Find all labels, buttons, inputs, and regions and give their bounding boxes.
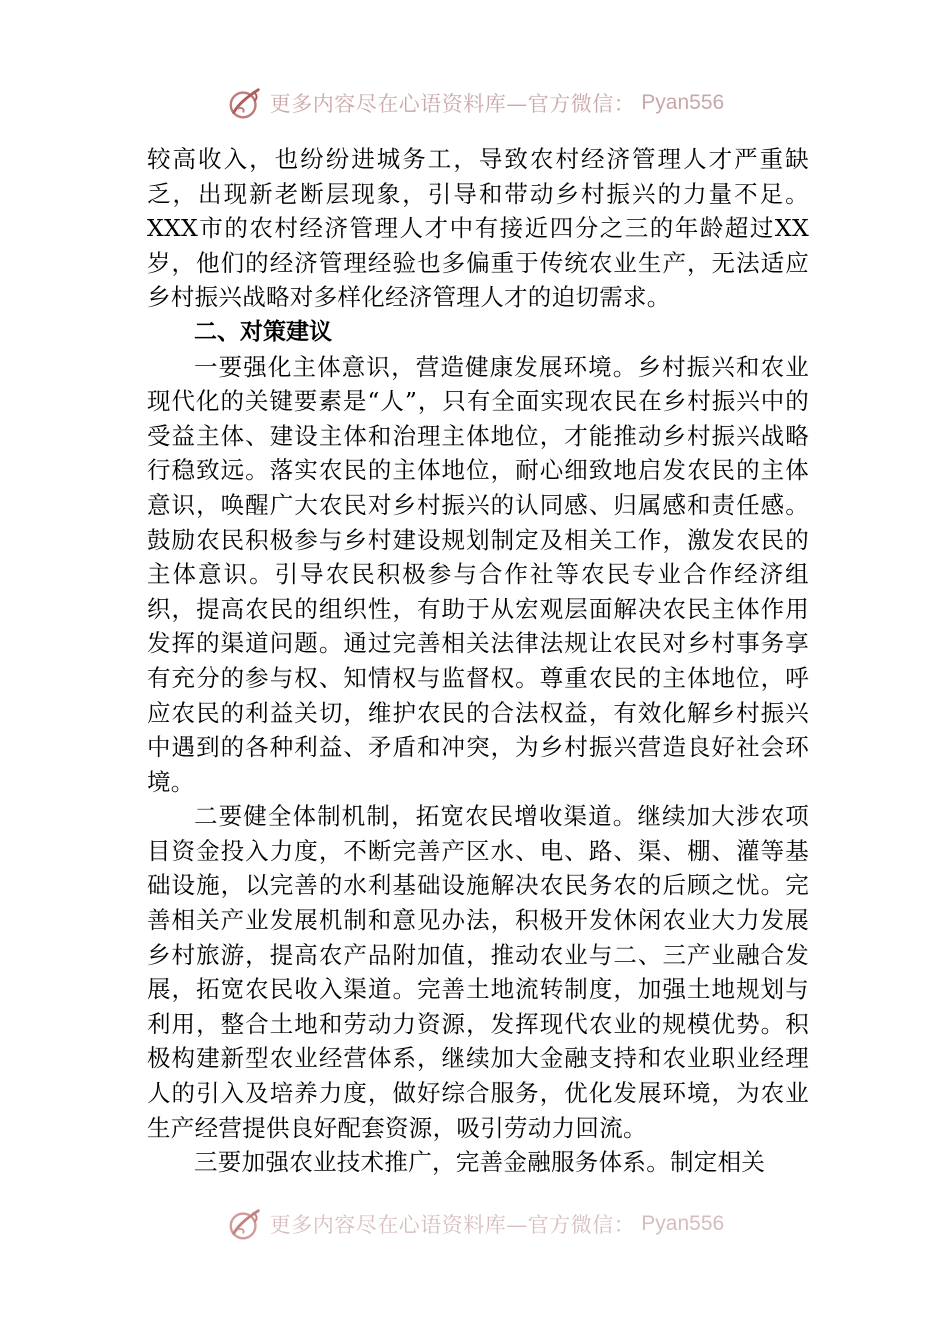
watermark-text: 更多内容尽在心语资料库—官方微信： — [269, 1213, 636, 1237]
quill-seal-icon — [226, 1205, 264, 1243]
paragraph-2: 二要健全体制机制，拓宽农民增收渠道。继续加大涉农项目资金投入力度，不断完善产区水、电、路、渠、棚、灌等基础设施，以完善的水利基础设施解决农民务农的后顾之忧。完善相关产业发展机制和意见办法，积极开发休闲农业大力发展乡村旅游，提高农产品附加值，推动农业与二、三产业融合发展，拓宽农民收入渠道。完善土地流转制度，加强土地规划与利用，整合土地和劳动力资源，发挥现代农业的规模优势。积极构建新型农业经营体系，继续加大金融支持和农业职业经理人的引入及培养力度，做好综合服务，优化发展环境，为农业生产经营提供良好配套资源，吸引劳动力回流。 — [147, 802, 809, 1142]
watermark-text: 更多内容尽在心语资料库—官方微信： — [269, 92, 636, 116]
footer-watermark — [0, 1205, 950, 1243]
paragraph-intro: 较高收入，也纷纷进城务工，导致农村经济管理人才严重缺乏，出现新老断层现象，引导和带动乡村振兴的力量不足。XXX市的农村经济管理人才中有接近四分之三的年龄超过XX岁，他们的经济管理经验也多偏重于传统农业生产，无法适应乡村振兴战略对多样化经济管理人才的迫切需求。 — [147, 145, 809, 312]
paragraph-1: 一要强化主体意识，营造健康发展环境。乡村振兴和农业现代化的关键要素是“人”，只有全面实现农民在乡村振兴中的受益主体、建设主体和治理主体地位，才能推动乡村振兴战略行稳致远。落实农民的主体地位，耐心细致地启发农民的主体意识，唤醒广大农民对乡村振兴的认同感、归属感和责任感。鼓励农民积极参与乡村建设规划制定及相关工作，激发农民的主体意识。引导农民积极参与合作社等农民专业合作经济组织，提高农民的组织性，有助于从宏观层面解决农民主体作用发挥的渠道问题。通过完善相关法律法规让农民对乡村事务享有充分的参与权、知情权与监督权。尊重农民的主体地位，呼应农民的利益关切，维护农民的合法权益，有效化解乡村振兴中遇到的各种利益、矛盾和冲突，为乡村振兴营造良好社会环境。 — [147, 352, 809, 796]
watermark-wechat-id: Pyan556 — [641, 1212, 725, 1235]
section-heading: 二、对策建议 — [194, 318, 332, 345]
paragraph-3: 三要加强农业技术推广，完善金融服务体系。制定相关 — [194, 1148, 766, 1177]
quill-seal-icon — [226, 84, 264, 122]
header-watermark — [0, 84, 950, 122]
watermark-wechat-id: Pyan556 — [641, 91, 725, 114]
document-body — [147, 142, 809, 1180]
